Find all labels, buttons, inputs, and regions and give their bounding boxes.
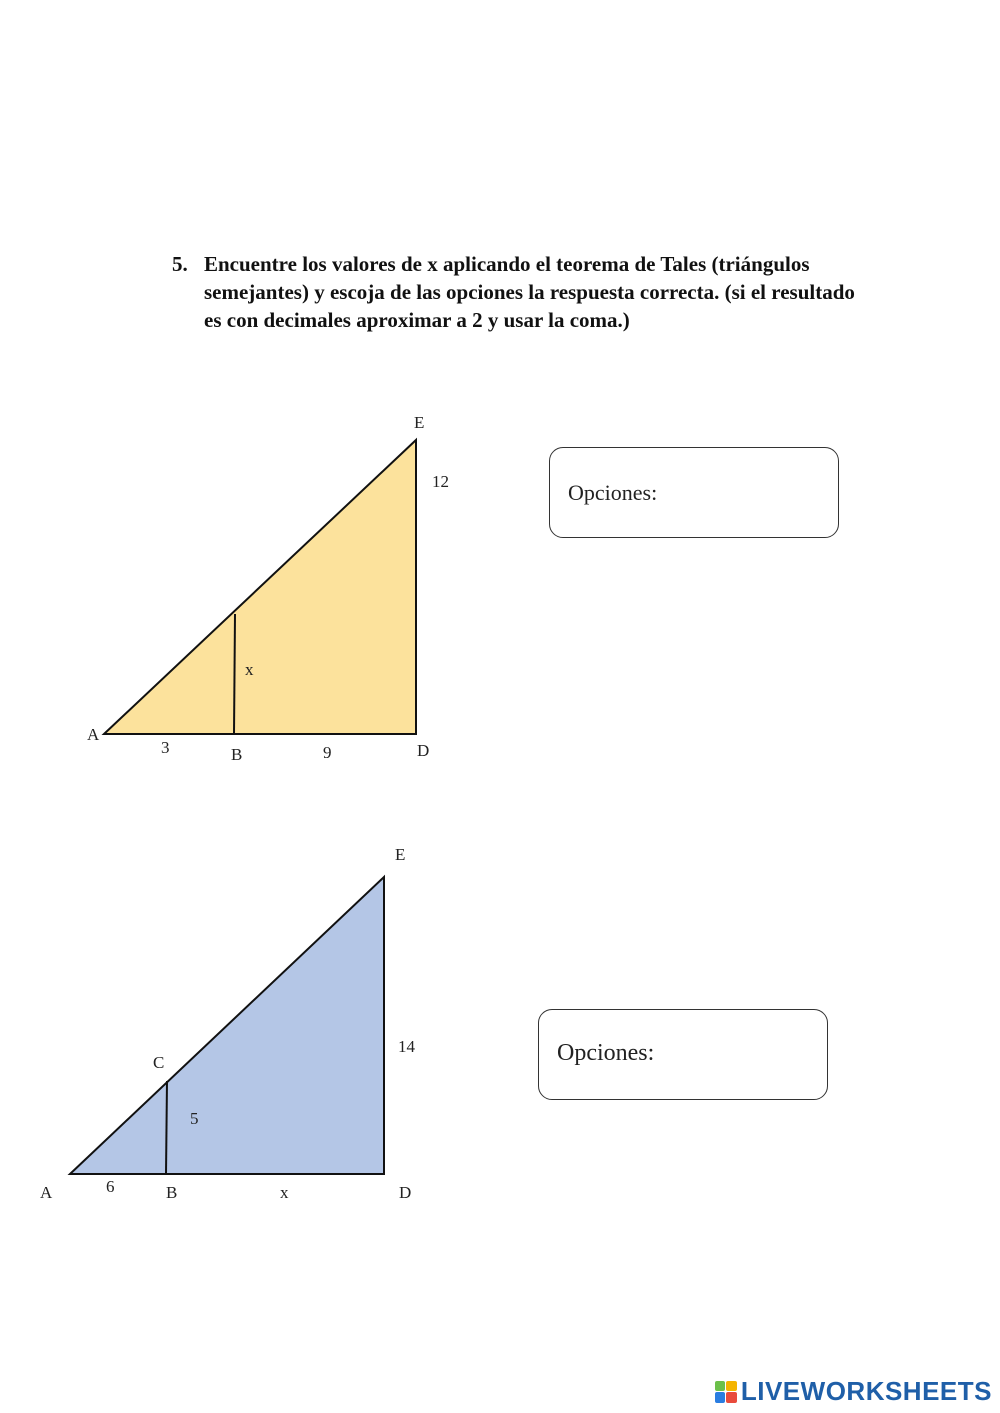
- triangle-2-inner-segment: [166, 1081, 167, 1174]
- liveworksheets-logo: [715, 1376, 992, 1407]
- triangle-2: [40, 845, 416, 1202]
- triangle-1-side-ab: 3: [161, 738, 170, 757]
- options-label-1: Opciones:: [568, 480, 658, 505]
- triangle-2-vertex-b: B: [166, 1183, 178, 1202]
- question-text: Encuentre los valores de x aplicando el teorema de Tales (triángulos semejantes) y escoja de las opciones la respuesta correcta. (si el resultado es con decimales aproximar a 2 y usar la coma.): [204, 252, 855, 332]
- triangle-2-vertex-d: D: [399, 1183, 412, 1202]
- triangle-2-shape: [70, 877, 384, 1174]
- triangle-2-side-de: 14: [398, 1037, 415, 1056]
- triangle-1-side-bd: 9: [323, 743, 332, 762]
- question-number: 5.: [172, 252, 188, 276]
- triangle-1-side-x: x: [245, 660, 254, 679]
- triangle-2-vertex-c: C: [153, 1053, 165, 1072]
- triangle-1-inner-segment: [234, 614, 235, 734]
- options-box-1[interactable]: [549, 447, 839, 538]
- options-label-2: Opciones:: [557, 1040, 655, 1066]
- brand-name: LIVEWORKSHEETS: [740, 1376, 992, 1406]
- triangle-1-side-de: 12: [432, 472, 449, 491]
- triangle-1-shape: [104, 440, 416, 734]
- triangle-1: [87, 413, 449, 764]
- triangle-1-vertex-a: A: [87, 725, 100, 744]
- triangle-1-vertex-b: B: [231, 745, 243, 764]
- triangle-2-vertex-e: E: [395, 845, 406, 864]
- triangle-2-side-bd: x: [280, 1183, 289, 1202]
- options-box-2[interactable]: [538, 1009, 828, 1100]
- triangle-2-side-ab: 6: [106, 1177, 115, 1196]
- triangle-2-side-bc: 5: [190, 1109, 199, 1128]
- triangle-2-vertex-a: A: [40, 1183, 53, 1202]
- brand-icon: [715, 1381, 737, 1403]
- triangle-1-vertex-d: D: [417, 741, 430, 760]
- triangle-1-vertex-e: E: [414, 413, 425, 432]
